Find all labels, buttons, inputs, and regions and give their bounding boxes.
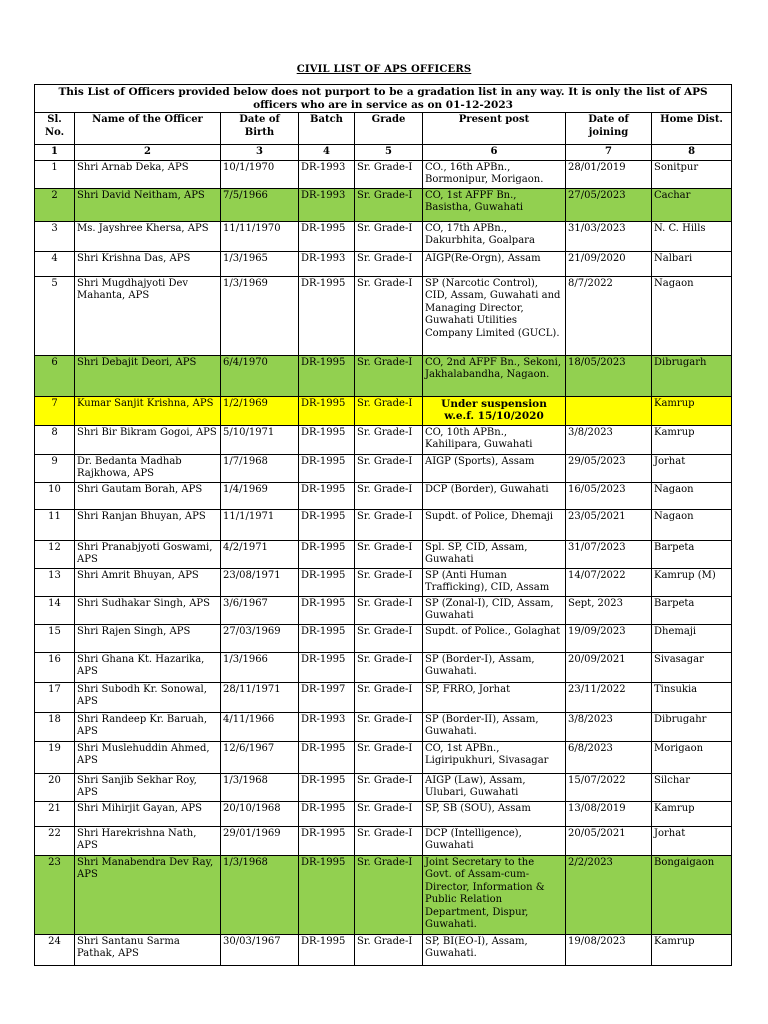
cell-date-of-joining: 2/2/2023 <box>566 855 652 934</box>
header-name: Name of the Officer <box>75 113 221 145</box>
cell-home-dist: Sonitpur <box>652 160 732 188</box>
cell-home-dist: Jorhat <box>652 454 732 482</box>
cell-date-of-joining: 27/05/2023 <box>566 188 652 221</box>
header-present-post: Present post <box>423 113 566 145</box>
cell-date-of-joining: 21/09/2020 <box>566 251 652 276</box>
cell-date-of-joining: 3/8/2023 <box>566 712 652 741</box>
cell-present-post: CO, 2nd AFPF Bn., Sekoni, Jakhalabandha, Nagaon. <box>423 355 566 396</box>
cell-grade: Sr. Grade-I <box>355 396 423 425</box>
cell-officer-name: Shri Ghana Kt. Hazarika, APS <box>75 652 221 682</box>
cell-date-of-birth: 1/3/1968 <box>221 773 299 801</box>
column-number: 7 <box>566 145 652 161</box>
table-row <box>35 712 732 741</box>
table-row <box>35 454 732 482</box>
cell-present-post: Under suspension w.e.f. 15/10/2020 <box>423 396 566 425</box>
cell-sl-no: 8 <box>35 425 75 454</box>
cell-home-dist: Barpeta <box>652 540 732 568</box>
header-grade: Grade <box>355 113 423 145</box>
officers-table <box>34 84 732 966</box>
cell-present-post: SP (Border-II), Assam, Guwahati. <box>423 712 566 741</box>
cell-present-post: CO, 10th APBn., Kahilipara, Guwahati <box>423 425 566 454</box>
cell-batch: DR-1995 <box>299 652 355 682</box>
cell-batch: DR-1995 <box>299 596 355 624</box>
cell-present-post: SP, BI(EO-I), Assam, Guwahati. <box>423 934 566 965</box>
table-row <box>35 934 732 965</box>
cell-officer-name: Shri Harekrishna Nath, APS <box>75 826 221 855</box>
cell-grade: Sr. Grade-I <box>355 855 423 934</box>
table-row <box>35 568 732 596</box>
cell-date-of-joining: 23/11/2022 <box>566 682 652 712</box>
cell-home-dist: Kamrup <box>652 801 732 826</box>
cell-sl-no: 9 <box>35 454 75 482</box>
cell-home-dist: Dibrugarh <box>652 355 732 396</box>
cell-sl-no: 4 <box>35 251 75 276</box>
header-date-of-joining: Date of joining <box>566 113 652 145</box>
cell-home-dist: Silchar <box>652 773 732 801</box>
cell-sl-no: 23 <box>35 855 75 934</box>
cell-officer-name: Shri Santanu Sarma Pathak, APS <box>75 934 221 965</box>
cell-present-post: Supdt. of Police, Dhemaji <box>423 509 566 540</box>
cell-home-dist: Kamrup (M) <box>652 568 732 596</box>
cell-present-post: SP, FRRO, Jorhat <box>423 682 566 712</box>
cell-date-of-birth: 5/10/1971 <box>221 425 299 454</box>
cell-present-post: SP (Zonal-I), CID, Assam, Guwahati <box>423 596 566 624</box>
cell-home-dist: Bongaigaon <box>652 855 732 934</box>
cell-sl-no: 3 <box>35 221 75 251</box>
cell-present-post: CO, 1st AFPF Bn., Basistha, Guwahati <box>423 188 566 221</box>
cell-date-of-birth: 1/2/1969 <box>221 396 299 425</box>
cell-grade: Sr. Grade-I <box>355 568 423 596</box>
cell-date-of-birth: 1/3/1965 <box>221 251 299 276</box>
cell-batch: DR-1995 <box>299 454 355 482</box>
cell-present-post: CO, 1st APBn., Ligiripukhuri, Sivasagar <box>423 741 566 773</box>
cell-date-of-joining: Sept, 2023 <box>566 596 652 624</box>
cell-date-of-birth: 1/3/1966 <box>221 652 299 682</box>
column-number: 8 <box>652 145 732 161</box>
cell-date-of-birth: 10/1/1970 <box>221 160 299 188</box>
cell-sl-no: 5 <box>35 276 75 355</box>
cell-date-of-birth: 11/11/1970 <box>221 221 299 251</box>
cell-batch: DR-1995 <box>299 540 355 568</box>
cell-grade: Sr. Grade-I <box>355 596 423 624</box>
cell-date-of-joining: 19/09/2023 <box>566 624 652 652</box>
cell-date-of-birth: 7/5/1966 <box>221 188 299 221</box>
cell-grade: Sr. Grade-I <box>355 425 423 454</box>
table-row <box>35 396 732 425</box>
cell-date-of-joining <box>566 396 652 425</box>
cell-batch: DR-1995 <box>299 482 355 509</box>
cell-grade: Sr. Grade-I <box>355 652 423 682</box>
header-dob: Date of Birth <box>221 113 299 145</box>
cell-date-of-joining: 18/05/2023 <box>566 355 652 396</box>
cell-grade: Sr. Grade-I <box>355 160 423 188</box>
cell-grade: Sr. Grade-I <box>355 712 423 741</box>
cell-date-of-joining: 8/7/2022 <box>566 276 652 355</box>
cell-batch: DR-1995 <box>299 826 355 855</box>
cell-batch: DR-1995 <box>299 741 355 773</box>
cell-officer-name: Shri Ranjan Bhuyan, APS <box>75 509 221 540</box>
cell-date-of-joining: 31/07/2023 <box>566 540 652 568</box>
cell-officer-name: Shri Sanjib Sekhar Roy, APS <box>75 773 221 801</box>
column-number: 2 <box>75 145 221 161</box>
cell-grade: Sr. Grade-I <box>355 276 423 355</box>
cell-batch: DR-1995 <box>299 801 355 826</box>
document-title: CIVIL LIST OF APS OFFICERS <box>296 64 472 75</box>
cell-officer-name: Shri Mihirjit Gayan, APS <box>75 801 221 826</box>
cell-date-of-joining: 19/08/2023 <box>566 934 652 965</box>
cell-present-post: AIGP (Sports), Assam <box>423 454 566 482</box>
cell-sl-no: 1 <box>35 160 75 188</box>
table-row <box>35 801 732 826</box>
cell-date-of-birth: 4/2/1971 <box>221 540 299 568</box>
cell-officer-name: Dr. Bedanta Madhab Rajkhowa, APS <box>75 454 221 482</box>
table-body <box>35 85 732 966</box>
cell-officer-name: Shri Randeep Kr. Baruah, APS <box>75 712 221 741</box>
cell-sl-no: 17 <box>35 682 75 712</box>
cell-date-of-birth: 1/7/1968 <box>221 454 299 482</box>
cell-present-post: SP (Narcotic Control), CID, Assam, Guwahati and Managing Director, Guwahati Utilities Company Limited (GUCL). <box>423 276 566 355</box>
cell-officer-name: Shri Sudhakar Singh, APS <box>75 596 221 624</box>
cell-home-dist: Nagaon <box>652 509 732 540</box>
cell-present-post: SP (Border-I), Assam, Guwahati. <box>423 652 566 682</box>
table-row <box>35 482 732 509</box>
cell-present-post: Spl. SP, CID, Assam, Guwahati <box>423 540 566 568</box>
cell-date-of-joining: 29/05/2023 <box>566 454 652 482</box>
cell-date-of-birth: 1/3/1968 <box>221 855 299 934</box>
cell-present-post: Joint Secretary to the Govt. of Assam-cum-Director, Information & Public Relation Department, Dispur, Guwahati. <box>423 855 566 934</box>
cell-present-post: DCP (Intelligence), Guwahati <box>423 826 566 855</box>
cell-batch: DR-1997 <box>299 682 355 712</box>
table-row <box>35 160 732 188</box>
header-sl-no: Sl. No. <box>35 113 75 145</box>
table-row <box>35 741 732 773</box>
cell-grade: Sr. Grade-I <box>355 509 423 540</box>
table-row <box>35 251 732 276</box>
disclaimer-note: This List of Officers provided below does not purport to be a gradation list in any way. It is only the list of APS officers who are in service as on 01-12-2023 <box>35 85 732 113</box>
table-row <box>35 188 732 221</box>
cell-sl-no: 20 <box>35 773 75 801</box>
cell-batch: DR-1993 <box>299 160 355 188</box>
cell-sl-no: 13 <box>35 568 75 596</box>
cell-batch: DR-1995 <box>299 773 355 801</box>
cell-sl-no: 21 <box>35 801 75 826</box>
cell-present-post: CO., 16th APBn., Bormonipur, Morigaon. <box>423 160 566 188</box>
cell-date-of-joining: 13/08/2019 <box>566 801 652 826</box>
cell-sl-no: 14 <box>35 596 75 624</box>
cell-batch: DR-1995 <box>299 396 355 425</box>
cell-sl-no: 2 <box>35 188 75 221</box>
cell-date-of-birth: 1/4/1969 <box>221 482 299 509</box>
cell-sl-no: 7 <box>35 396 75 425</box>
cell-home-dist: Sivasagar <box>652 652 732 682</box>
cell-officer-name: Shri Manabendra Dev Ray, APS <box>75 855 221 934</box>
cell-date-of-birth: 4/11/1966 <box>221 712 299 741</box>
disclaimer-row <box>35 85 732 113</box>
cell-present-post: DCP (Border), Guwahati <box>423 482 566 509</box>
cell-date-of-joining: 23/05/2021 <box>566 509 652 540</box>
cell-grade: Sr. Grade-I <box>355 540 423 568</box>
table-row <box>35 624 732 652</box>
cell-home-dist: Morigaon <box>652 741 732 773</box>
cell-grade: Sr. Grade-I <box>355 826 423 855</box>
cell-officer-name: Shri Krishna Das, APS <box>75 251 221 276</box>
column-number: 1 <box>35 145 75 161</box>
table-row <box>35 855 732 934</box>
cell-date-of-birth: 6/4/1970 <box>221 355 299 396</box>
cell-officer-name: Shri Subodh Kr. Sonowal, APS <box>75 682 221 712</box>
cell-home-dist: Kamrup <box>652 396 732 425</box>
cell-date-of-birth: 12/6/1967 <box>221 741 299 773</box>
cell-date-of-birth: 11/1/1971 <box>221 509 299 540</box>
cell-batch: DR-1995 <box>299 624 355 652</box>
cell-batch: DR-1995 <box>299 355 355 396</box>
cell-home-dist: Nalbari <box>652 251 732 276</box>
cell-sl-no: 11 <box>35 509 75 540</box>
cell-date-of-birth: 27/03/1969 <box>221 624 299 652</box>
cell-officer-name: Shri Amrit Bhuyan, APS <box>75 568 221 596</box>
header-row <box>35 113 732 145</box>
cell-date-of-birth: 23/08/1971 <box>221 568 299 596</box>
cell-date-of-birth: 28/11/1971 <box>221 682 299 712</box>
cell-present-post: AIGP(Re-Orgn), Assam <box>423 251 566 276</box>
cell-batch: DR-1993 <box>299 188 355 221</box>
cell-officer-name: Shri Bir Bikram Gogoi, APS <box>75 425 221 454</box>
cell-sl-no: 19 <box>35 741 75 773</box>
cell-date-of-birth: 30/03/1967 <box>221 934 299 965</box>
table-row <box>35 425 732 454</box>
cell-present-post: Supdt. of Police., Golaghat <box>423 624 566 652</box>
cell-sl-no: 24 <box>35 934 75 965</box>
table-row <box>35 540 732 568</box>
cell-officer-name: Kumar Sanjit Krishna, APS <box>75 396 221 425</box>
cell-grade: Sr. Grade-I <box>355 355 423 396</box>
cell-present-post: SP, SB (SOU), Assam <box>423 801 566 826</box>
cell-date-of-joining: 20/05/2021 <box>566 826 652 855</box>
cell-sl-no: 10 <box>35 482 75 509</box>
cell-grade: Sr. Grade-I <box>355 188 423 221</box>
table-row <box>35 221 732 251</box>
cell-grade: Sr. Grade-I <box>355 773 423 801</box>
cell-present-post: CO, 17th APBn., Dakurbhita, Goalpara <box>423 221 566 251</box>
cell-officer-name: Ms. Jayshree Khersa, APS <box>75 221 221 251</box>
cell-date-of-joining: 3/8/2023 <box>566 425 652 454</box>
cell-date-of-joining: 28/01/2019 <box>566 160 652 188</box>
cell-grade: Sr. Grade-I <box>355 221 423 251</box>
cell-grade: Sr. Grade-I <box>355 741 423 773</box>
header-batch: Batch <box>299 113 355 145</box>
cell-grade: Sr. Grade-I <box>355 482 423 509</box>
cell-batch: DR-1993 <box>299 712 355 741</box>
cell-officer-name: Shri Muslehuddin Ahmed, APS <box>75 741 221 773</box>
cell-batch: DR-1995 <box>299 425 355 454</box>
table-row <box>35 509 732 540</box>
cell-officer-name: Shri Mugdhajyoti Dev Mahanta, APS <box>75 276 221 355</box>
cell-home-dist: Nagaon <box>652 482 732 509</box>
cell-date-of-joining: 16/05/2023 <box>566 482 652 509</box>
cell-batch: DR-1995 <box>299 568 355 596</box>
cell-date-of-birth: 1/3/1969 <box>221 276 299 355</box>
column-number: 3 <box>221 145 299 161</box>
cell-home-dist: Dhemaji <box>652 624 732 652</box>
cell-officer-name: Shri Pranabjyoti Goswami, APS <box>75 540 221 568</box>
column-number: 6 <box>423 145 566 161</box>
cell-date-of-birth: 20/10/1968 <box>221 801 299 826</box>
cell-date-of-joining: 6/8/2023 <box>566 741 652 773</box>
cell-sl-no: 15 <box>35 624 75 652</box>
cell-present-post: AIGP (Law), Assam, Ulubari, Guwahati <box>423 773 566 801</box>
column-number: 4 <box>299 145 355 161</box>
cell-home-dist: Barpeta <box>652 596 732 624</box>
column-number: 5 <box>355 145 423 161</box>
cell-batch: DR-1993 <box>299 251 355 276</box>
cell-officer-name: Shri Arnab Deka, APS <box>75 160 221 188</box>
cell-batch: DR-1995 <box>299 855 355 934</box>
cell-batch: DR-1995 <box>299 221 355 251</box>
cell-sl-no: 18 <box>35 712 75 741</box>
cell-home-dist: Cachar <box>652 188 732 221</box>
cell-home-dist: Dibrugahr <box>652 712 732 741</box>
cell-date-of-birth: 29/01/1969 <box>221 826 299 855</box>
cell-date-of-joining: 31/03/2023 <box>566 221 652 251</box>
cell-sl-no: 16 <box>35 652 75 682</box>
cell-batch: DR-1995 <box>299 509 355 540</box>
cell-home-dist: Jorhat <box>652 826 732 855</box>
table-row <box>35 682 732 712</box>
table-row <box>35 652 732 682</box>
cell-grade: Sr. Grade-I <box>355 454 423 482</box>
cell-grade: Sr. Grade-I <box>355 251 423 276</box>
table-row <box>35 773 732 801</box>
cell-home-dist: Kamrup <box>652 934 732 965</box>
cell-sl-no: 22 <box>35 826 75 855</box>
cell-officer-name: Shri David Neitham, APS <box>75 188 221 221</box>
cell-sl-no: 12 <box>35 540 75 568</box>
cell-batch: DR-1995 <box>299 276 355 355</box>
cell-home-dist: Kamrup <box>652 425 732 454</box>
table-row <box>35 826 732 855</box>
table-row <box>35 596 732 624</box>
cell-date-of-joining: 14/07/2022 <box>566 568 652 596</box>
cell-home-dist: Nagaon <box>652 276 732 355</box>
table-row <box>35 355 732 396</box>
cell-grade: Sr. Grade-I <box>355 934 423 965</box>
cell-officer-name: Shri Gautam Borah, APS <box>75 482 221 509</box>
cell-date-of-birth: 3/6/1967 <box>221 596 299 624</box>
cell-grade: Sr. Grade-I <box>355 682 423 712</box>
cell-sl-no: 6 <box>35 355 75 396</box>
cell-date-of-joining: 15/07/2022 <box>566 773 652 801</box>
column-number-row <box>35 145 732 161</box>
cell-grade: Sr. Grade-I <box>355 624 423 652</box>
table-row <box>35 276 732 355</box>
cell-officer-name: Shri Rajen Singh, APS <box>75 624 221 652</box>
cell-officer-name: Shri Debajit Deori, APS <box>75 355 221 396</box>
cell-present-post: SP (Anti Human Trafficking), CID, Assam <box>423 568 566 596</box>
cell-grade: Sr. Grade-I <box>355 801 423 826</box>
header-home-dist: Home Dist. <box>652 113 732 145</box>
cell-date-of-joining: 20/09/2021 <box>566 652 652 682</box>
cell-home-dist: Tinsukia <box>652 682 732 712</box>
cell-home-dist: N. C. Hills <box>652 221 732 251</box>
cell-batch: DR-1995 <box>299 934 355 965</box>
